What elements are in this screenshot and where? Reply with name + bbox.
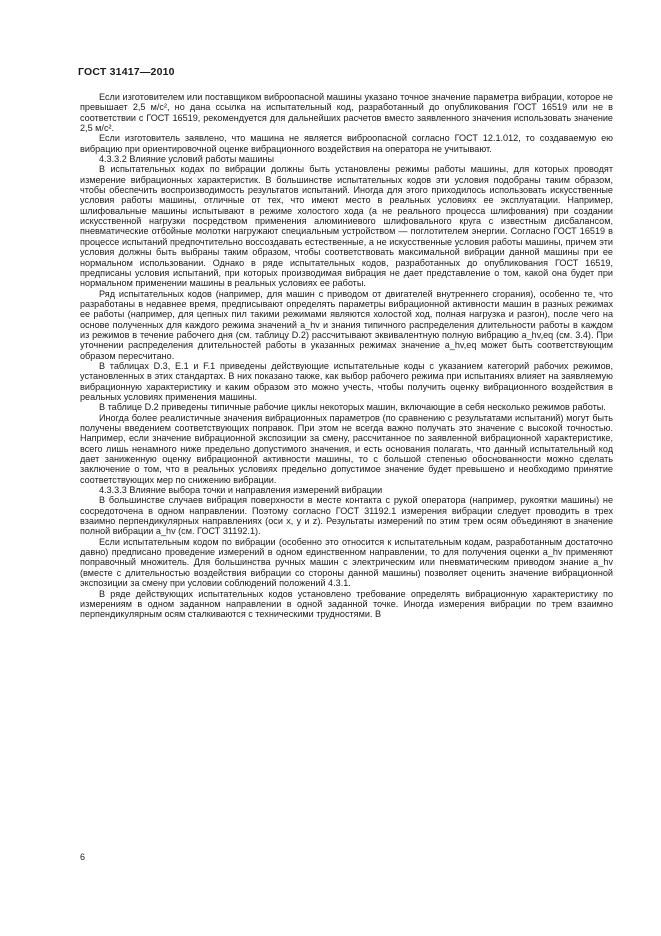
paragraph: В большинстве случаев вибрация поверхности в месте контакта с рукой оператора (например, рукоятки машины) не сосредоточена в одном направлении. Поэтому согласно ГОСТ 31192.1 измерения вибрации следует проводить в трех взаимно перпендикулярных направлениях (оси x, y и z). Результаты измерений по этим трем осям объединяют в значение полной вибрации a_hv (см. ГОСТ 31192.1). (80, 495, 613, 537)
page-number: 6 (80, 852, 86, 862)
paragraph: В таблице D.2 приведены типичные рабочие циклы некоторых машин, включающие в себя несколько режимов работы. (99, 402, 606, 413)
paragraph: Ряд испытательных кодов (например, для машин с приводом от двигателей внутреннего сгорания), особенно те, что разработаны в недавнее время, предписывают определять параметры вибрационной активности машин в разных режимах ее работы (например, для цепных пил такими режимами являются холостой ход, полная нагрузка и разгон), после чего на основе полученных для каждого режима значений a_hv и знания типичного распределения длительности работы в каждом из режимов в течение рабочего дня (см. таблицу D.2) рассчитывают эквивалентную полную вибрацию a_hv,eq (см. 3.4). При уточнении распределения длительностей работы в указанных режимах значение a_hv,eq может быть соответствующим образом пересчитано. (80, 288, 613, 361)
section-heading: 4.3.3.2 Влияние условий работы машины (99, 154, 275, 165)
paragraph: Если изготовитель заявлено, что машина не является виброопасной согласно ГОСТ 12.1.012, то создаваемую ею вибрацию при ориентировочной оценке вибрационного воздействия на оператора не учитывают. (80, 133, 613, 154)
paragraph: В таблицах D.3, E.1 и F.1 приведены действующие испытательные коды с указанием категорий рабочих режимов, установленных в этих стандартах. В них показано также, как выбор рабочего режима при испытаниях влияет на заявляемую вибрационную характеристику и каким образом это можно учесть, чтобы получить оценку вибрационного воздействия в реальных условиях применения машины. (80, 360, 613, 402)
section-heading: 4.3.3.3 Влияние выбора точки и направления измерений вибрации (99, 485, 383, 496)
document-header: ГОСТ 31417—2010 (78, 66, 175, 78)
paragraph: Если испытательным кодом по вибрации (особенно это относится к испытательным кодам, разработанным достаточно давно) предписано проведение измерений в одном единственном направлении, то для получения оценки a_hv применяют поправочный множитель. Для большинства ручных машин с электрическим или пневматическим приводом знание a_hv (вместе с длительностью воздействия вибрации со стороны данной машины) позволяет оценить значение вибрационной экспозиции за смену при условии соблюдений положений 4.3.1. (80, 536, 613, 589)
body-text (80, 92, 613, 620)
paragraph: В испытательных кодах по вибрации должны быть установлены режимы работы машины, для которых проводят измерение вибрационных характеристик. В большинстве испытательных кодов эти условия подобраны таким образом, чтобы обеспечить воспроизводимость результатов испытаний. Иногда для этого приходилось использовать искусственные условия работы машины, отличные от тех, что имеют место в реальных условиях ее эксплуатации. Например, шлифовальные машины испытывают в режиме холостого хода (а не реального процесса шлифования) при создании искусственной нагрузки посредством применения алюминиевого шлифовального круга с известным дисбалансом, пневматические отбойные молотки нагружают специальным устройством — поглотителем энергии. Согласно ГОСТ 16519 в процессе испытаний предпочтительно воссоздавать естественные, а не искусственные условия работы машины, причем эти условия должны быть выбраны таким образом, чтобы соответствовать максимальной вибрации данной машины при ее нормальном использовании. Однако в ряде испытательных кодов, разработанных до опубликования ГОСТ 16519, предписаны условия испытаний, при которых производимая вибрация не дает представление о том, какой она будет при нормальном применении машины в реальных условиях ее работы. (80, 164, 613, 289)
paragraph: Если изготовителем или поставщиком виброопасной машины указано точное значение параметра вибрации, которое не превышает 2,5 м/с², но дана ссылка на испытательный код, разработанный до опубликования ГОСТ 16519 или не в соответствии с ГОСТ 16519, рекомендуется для дальнейших расчетов вместо заявленного значения использовать значение 2,5 м/с². (80, 92, 613, 134)
paragraph: Иногда более реалистичные значения вибрационных параметров (по сравнению с результатами испытаний) могут быть получены введением соответствующих поправок. При этом не всегда важно получать это значение с высокой точностью. Например, если значение вибрационной экспозиции за смену, рассчитанное по заявленной вибрационной характеристике, всего лишь ненамного ниже предельно допустимого значения, и есть основания полагать, что данный испытательный код дает заниженную оценку вибрационной активности машины, то с большой степенью обоснованности можно сделать заключение о том, что в реальных условиях предельно допустимое значение будет превышено и необходимо принятие соответствующих мер по снижению вибрации. (80, 412, 613, 485)
paragraph: В ряде действующих испытательных кодов установлено требование определять вибрационную характеристику по измерениям в одном заданном направлении в одной заданной точке. Иногда измерения вибрации по трем взаимно перпендикулярным осям сталкиваются с техническими трудностями. В (80, 588, 613, 620)
